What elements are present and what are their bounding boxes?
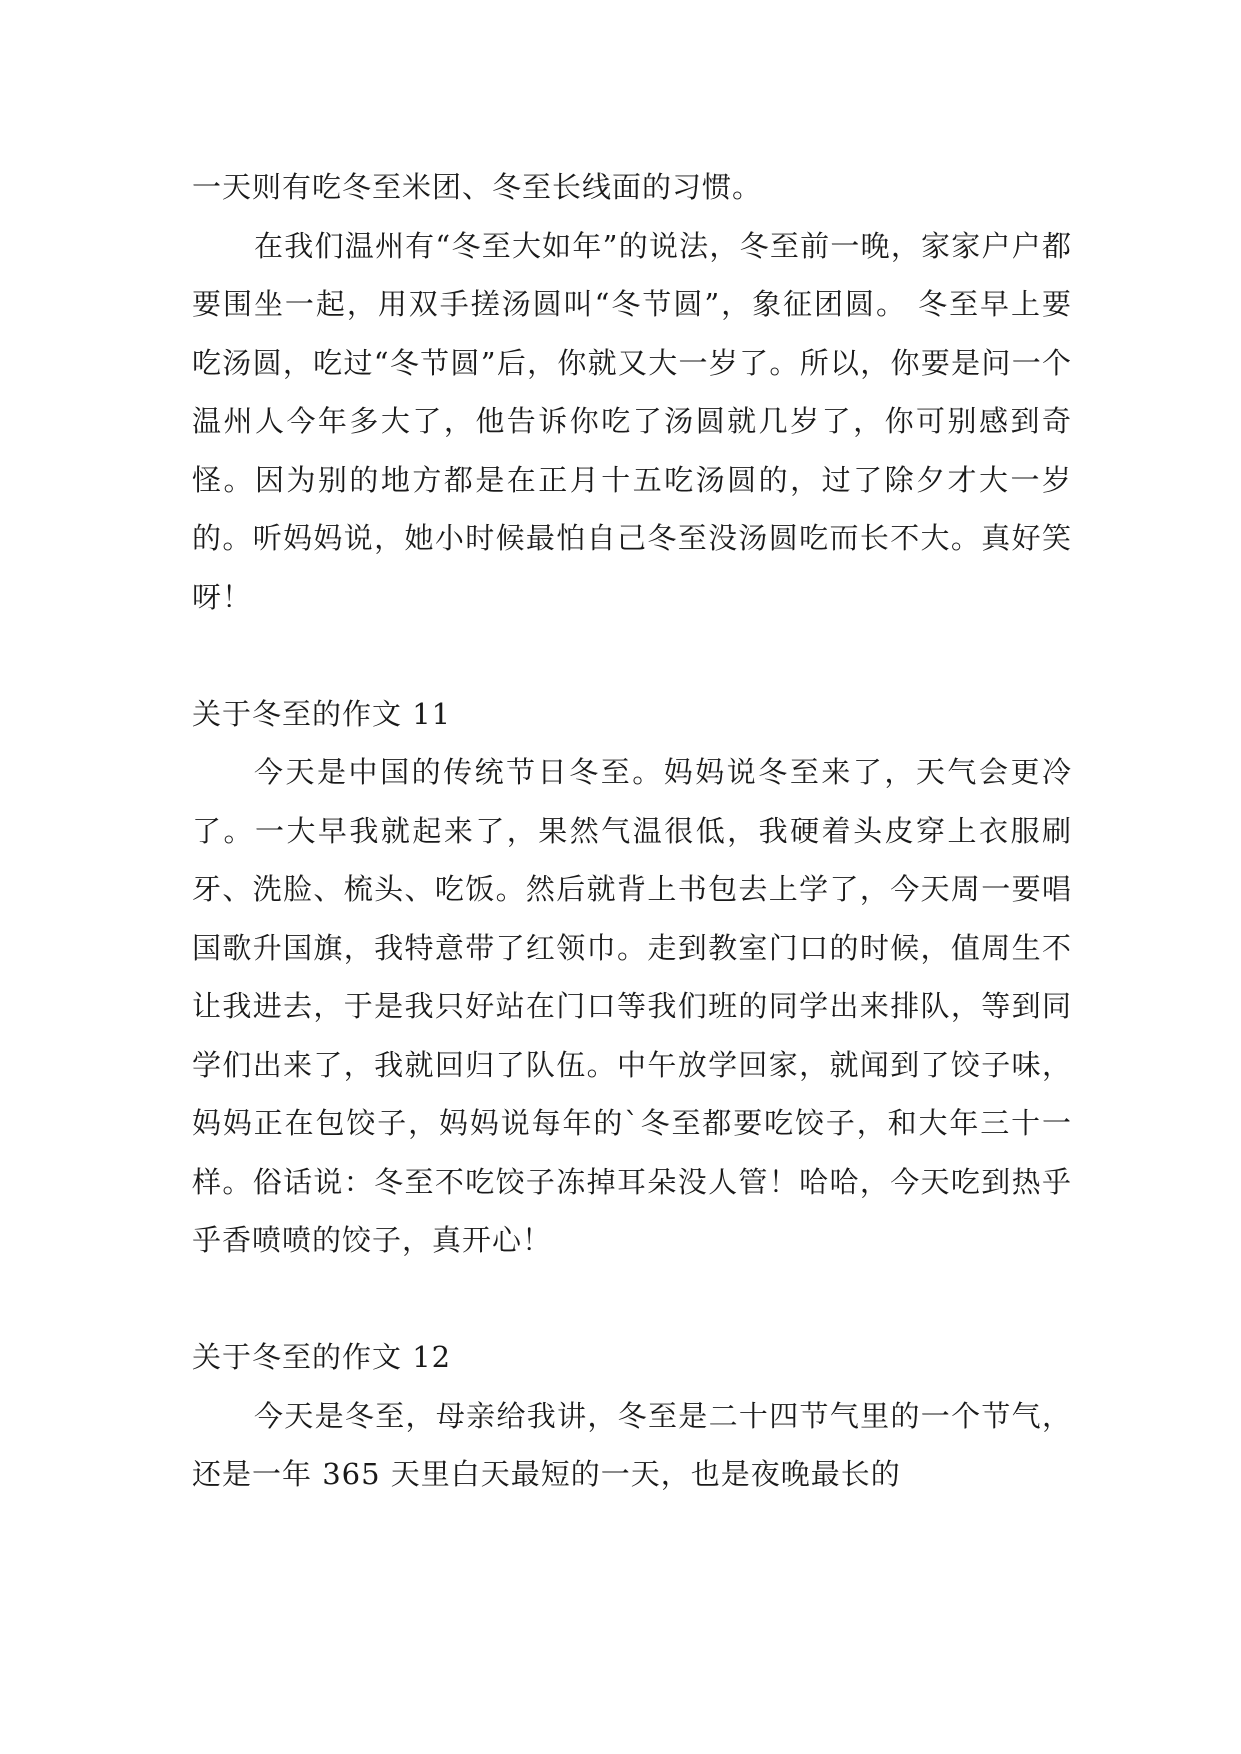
section-gap xyxy=(192,1270,1072,1329)
paragraph-essay-11: 今天是中国的传统节日冬至。妈妈说冬至来了，天气会更冷了。一大早我就起来了，果然气温很低，我硬着头皮穿上衣服刷牙、洗脸、梳头、吃饭。然后就背上书包去上学了，今天周一要唱国歌升国旗，我特意带了红领巾。走到教室门口的时候，值周生不让我进去，于是我只好站在门口等我们班的同学出来排队，等到同学们出来了，我就回归了队伍。中午放学回家，就闻到了饺子味，妈妈正在包饺子，妈妈说每年的`冬至都要吃饺子，和大年三十一样。俗话说：冬至不吃饺子冻掉耳朵没人管！哈哈，今天吃到热乎乎香喷喷的饺子，真开心！ xyxy=(192,755,1072,1257)
document-body xyxy=(192,158,1072,1504)
section-gap xyxy=(192,626,1072,685)
paragraph-continuation: 一天则有吃冬至米团、冬至长线面的习惯。 xyxy=(192,170,763,204)
essay-heading-11: 关于冬至的作文 11 xyxy=(192,696,452,731)
paragraph-wenzhou-tangyuan: 在我们温州有“冬至大如年”的说法，冬至前一晚，家家户户都要围坐一起，用双手搓汤圆叫“冬节圆”，象征团圆。 冬至早上要吃汤圆，吃过“冬节圆”后，你就又大一岁了。所以，你要是问一个温州人今年多大了，他告诉你吃了汤圆就几岁了，你可别感到奇怪。因为别的地方都是在正月十五吃汤圆的，过了除夕才大一岁的。听妈妈说，她小时候最怕自己冬至没汤圆吃而长不大。真好笑呀！ xyxy=(192,228,1072,614)
paragraph-essay-12: 今天是冬至，母亲给我讲，冬至是二十四节气里的一个节气，还是一年 365 天里白天最短的一天，也是夜晚最长的 xyxy=(192,1398,1072,1491)
essay-heading-12: 关于冬至的作文 12 xyxy=(192,1340,452,1374)
